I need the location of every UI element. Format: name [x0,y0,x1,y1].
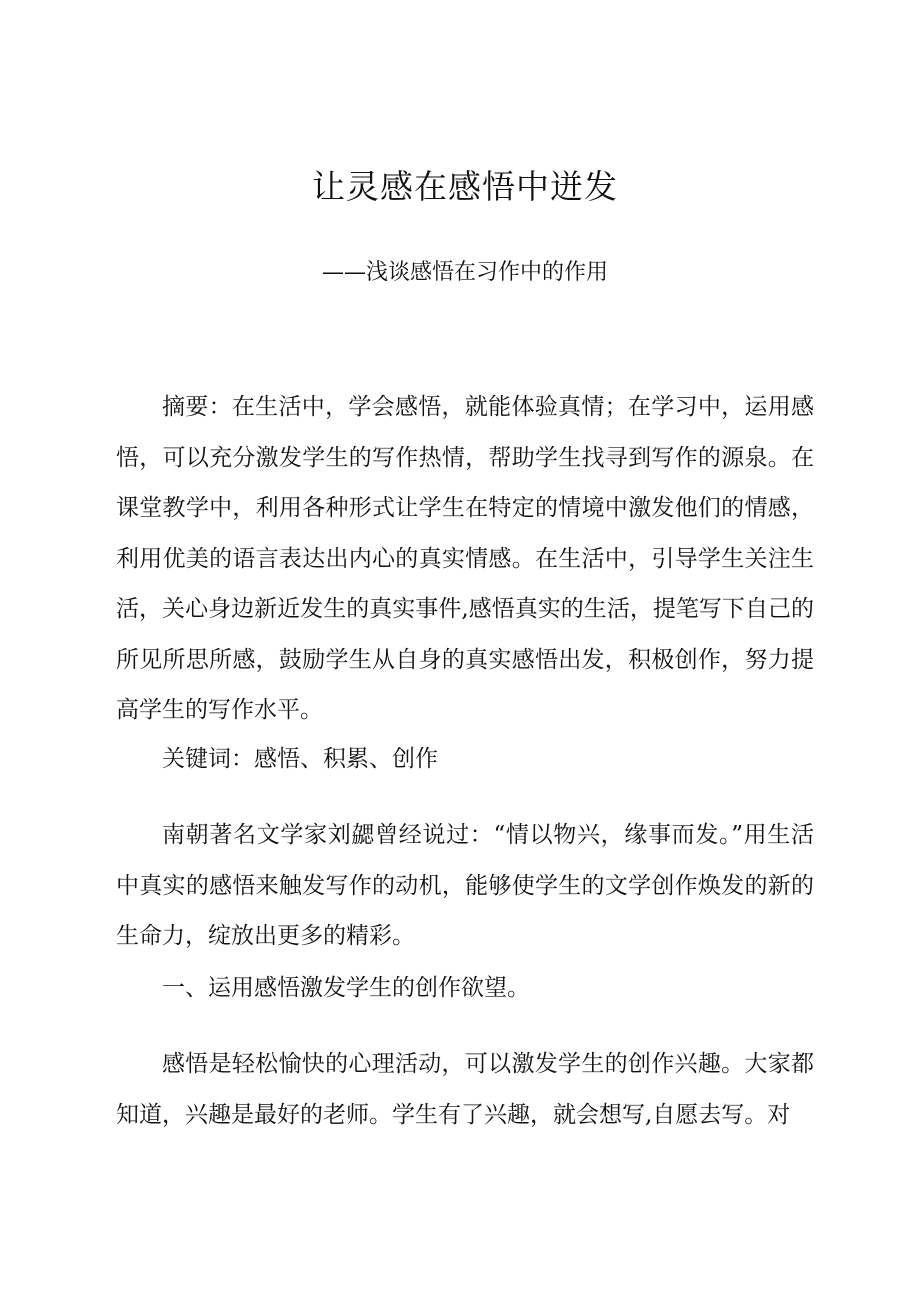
section-body-paragraph: 感悟是轻松愉快的心理活动，可以激发学生的创作兴趣。大家都知道，兴趣是最好的老师。学生有了兴趣，就会想写,自愿去写。对 [116,1051,814,1128]
keywords-paragraph: 关键词：感悟、积累、创作 [162,746,438,772]
document-title: 让灵感在感悟中迸发 [312,167,618,206]
section-heading: 一、运用感悟激发学生的创作欲望。 [162,975,530,1001]
intro-paragraph: 南朝著名文学家刘勰曾经说过：“情以物兴，缘事而发。”用生活中真实的感悟来触发写作的动机，能够使学生的文学创作焕发的新的生命力，绽放出更多的精彩。 [116,822,814,949]
document-subtitle: ——浅谈感悟在习作中的作用 [321,260,608,285]
abstract-paragraph: 摘要：在生活中，学会感悟，就能体验真情；在学习中，运用感悟，可以充分激发学生的写作热情，帮助学生找寻到写作的源泉。在课堂教学中，利用各种形式让学生在特定的情境中激发他们的情感，利用优美的语言表达出内心的真实情感。在生活中，引导学生关注生活，关心身边新近发生的真实事件,感悟真实的生活，提笔写下自己的所见所思所感，鼓励学生从自身的真实感悟出发，积极创作，努力提高学生的写作水平。 [116,394,814,723]
